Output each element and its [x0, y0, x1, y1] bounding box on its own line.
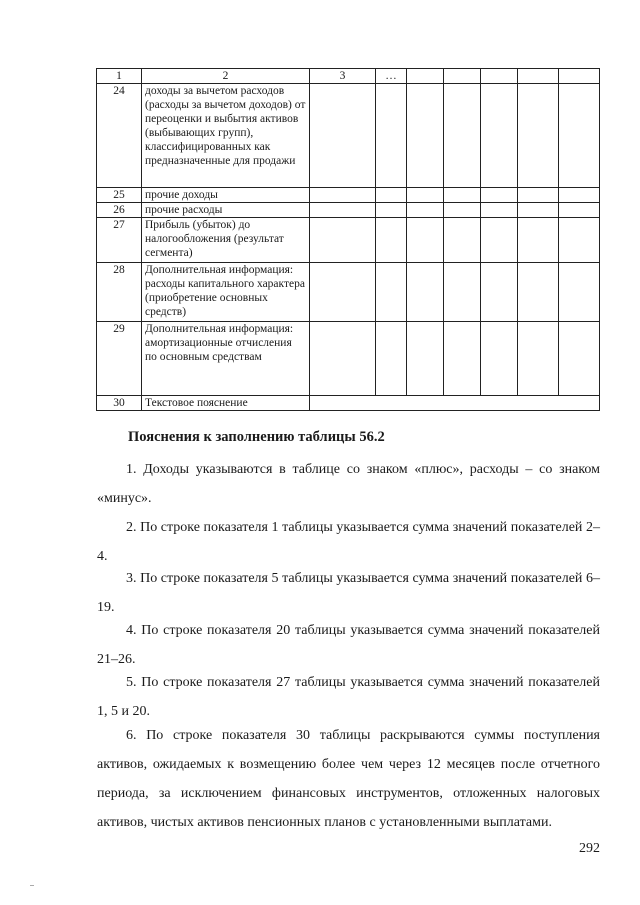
row-label: Дополнительная информация: расходы капитального характера (приобретение основных средств) [142, 263, 310, 322]
value-cell [407, 203, 444, 218]
value-cell [481, 203, 518, 218]
row-label: доходы за вычетом расходов (расходы за вычетом доходов) от переоценки и выбытия активов (выбывающих групп), классифицированных как предназначенные для продажи [142, 84, 310, 188]
table-header-row [97, 69, 600, 84]
value-cell [376, 203, 407, 218]
value-cell [376, 218, 407, 263]
value-cell [518, 203, 559, 218]
value-cell [310, 218, 376, 263]
header-cell: 3 [310, 69, 376, 84]
value-cell [376, 188, 407, 203]
value-cell [481, 322, 518, 396]
header-cell [481, 69, 518, 84]
value-cell [444, 188, 481, 203]
table-row [97, 84, 600, 188]
value-cell [310, 322, 376, 396]
row-number: 24 [97, 84, 142, 188]
text-explanation-cell [310, 396, 600, 411]
row-number: 25 [97, 188, 142, 203]
value-cell [407, 218, 444, 263]
value-cell [481, 218, 518, 263]
value-cell [376, 263, 407, 322]
value-cell [559, 203, 600, 218]
value-cell [407, 188, 444, 203]
value-cell [518, 188, 559, 203]
value-cell [376, 84, 407, 188]
row-number: 28 [97, 263, 142, 322]
row-number: 30 [97, 396, 142, 411]
row-label: Прибыль (убыток) до налогообложения (результат сегмента) [142, 218, 310, 263]
header-cell: … [376, 69, 407, 84]
value-cell [559, 263, 600, 322]
value-cell [559, 322, 600, 396]
row-label: прочие доходы [142, 188, 310, 203]
value-cell [518, 218, 559, 263]
value-cell [481, 188, 518, 203]
row-number: 27 [97, 218, 142, 263]
scan-artifact [30, 885, 34, 886]
header-cell [559, 69, 600, 84]
value-cell [444, 263, 481, 322]
value-cell [444, 84, 481, 188]
table-row [97, 188, 600, 203]
table-row [97, 322, 600, 396]
value-cell [518, 84, 559, 188]
header-cell [407, 69, 444, 84]
value-cell [444, 218, 481, 263]
header-cell [518, 69, 559, 84]
table-row [97, 396, 600, 411]
row-label: прочие расходы [142, 203, 310, 218]
row-label: Текстовое пояснение [142, 396, 310, 411]
table-row [97, 218, 600, 263]
header-cell: 1 [97, 69, 142, 84]
row-number: 26 [97, 203, 142, 218]
value-cell [310, 84, 376, 188]
value-cell [444, 203, 481, 218]
explanation-item: 1. Доходы указываются в таблице со знаком «плюс», расходы – со знаком «минус». [97, 462, 600, 506]
value-cell [481, 263, 518, 322]
value-cell [444, 322, 481, 396]
explanation-item: 4. По строке показателя 20 таблицы указывается сумма значений показателей 21–26. [97, 623, 600, 667]
value-cell [407, 322, 444, 396]
value-cell [559, 188, 600, 203]
value-cell [376, 322, 407, 396]
explanation-item: 6. По строке показателя 30 таблицы раскрываются суммы поступления активов, ожидаемых к возмещению более чем через 12 месяцев после отчетного периода, за исключением финансовых инструментов, отложенных налоговых активов, чистых активов пенсионных планов с установленными выплатами. [97, 728, 600, 830]
explanations-heading: Пояснения к заполнению таблицы 56.2 [128, 429, 385, 445]
value-cell [407, 84, 444, 188]
value-cell [310, 188, 376, 203]
value-cell [518, 322, 559, 396]
page-number: 292 [579, 841, 600, 856]
value-cell [559, 84, 600, 188]
value-cell [407, 263, 444, 322]
explanation-item: 2. По строке показателя 1 таблицы указывается сумма значений показателей 2–4. [97, 520, 600, 564]
value-cell [310, 203, 376, 218]
table-row [97, 203, 600, 218]
segment-table [96, 68, 600, 411]
value-cell [559, 218, 600, 263]
row-label: Дополнительная информация: амортизационные отчисления по основным средствам [142, 322, 310, 396]
value-cell [310, 263, 376, 322]
table-row [97, 263, 600, 322]
header-cell: 2 [142, 69, 310, 84]
explanation-item: 5. По строке показателя 27 таблицы указывается сумма значений показателей 1, 5 и 20. [97, 675, 600, 719]
header-cell [444, 69, 481, 84]
explanation-item: 3. По строке показателя 5 таблицы указывается сумма значений показателей 6–19. [97, 571, 600, 615]
value-cell [518, 263, 559, 322]
row-number: 29 [97, 322, 142, 396]
value-cell [481, 84, 518, 188]
